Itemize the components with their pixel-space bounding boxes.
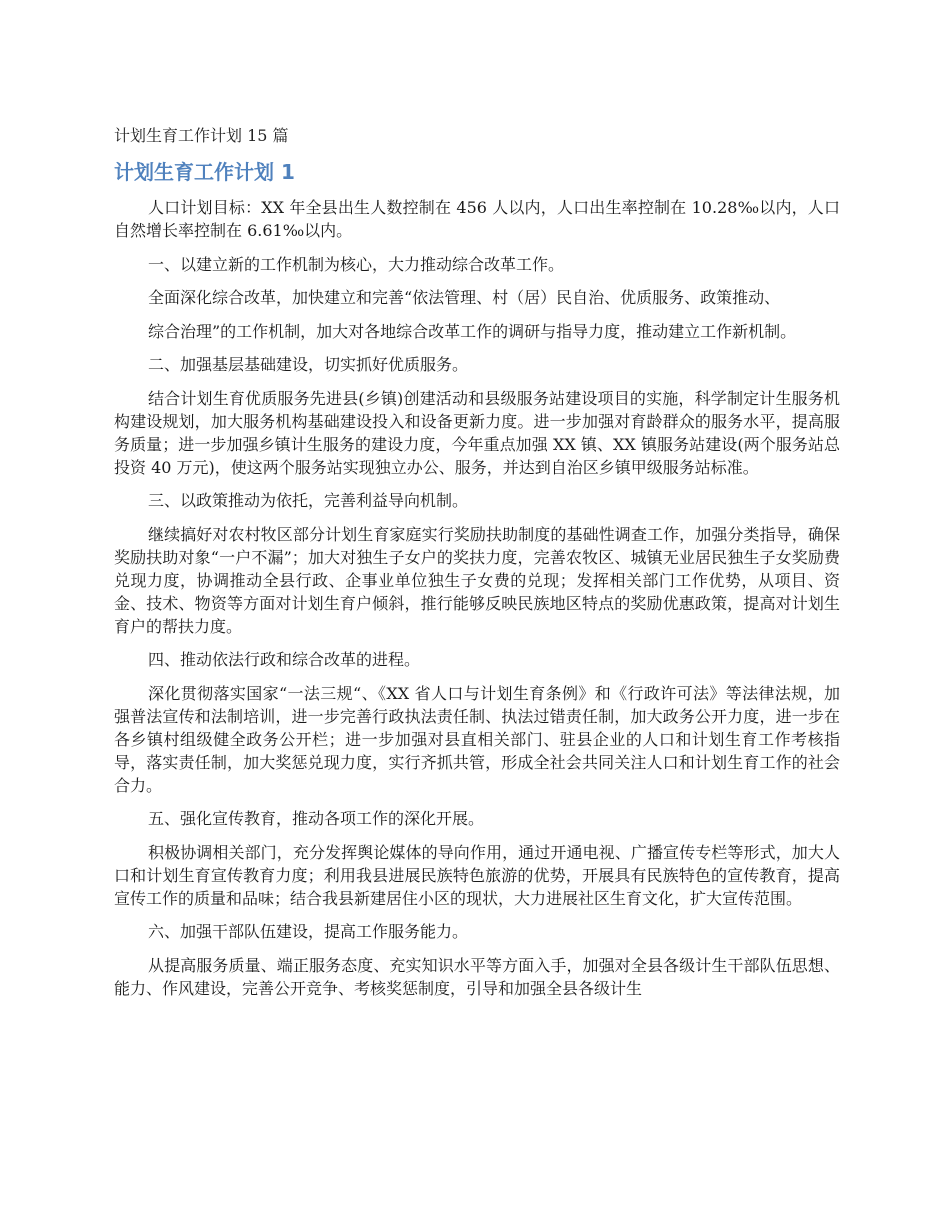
paragraph-item-4-body: 深化贯彻落实国家“一法三规“、《XX 省人口与计划生育条例》和《行政许可法》等法律法规，加强普法宣传和法制培训，进一步完善行政执法责任制、执法过错责任制，加大政务公开力度，进一步在各乡镇村组级健全政务公开栏；进一步加强对县直相关部门、驻县企业的人口和计划生育工作考核指导，落实责任制，加大奖惩兑现力度，实行齐抓共管，形成全社会共同关注人口和计划生育工作的社会合力。 (114, 683, 840, 795)
paragraph-item-5-body: 积极协调相关部门，充分发挥舆论媒体的导向作用，通过开通电视、广播宣传专栏等形式，加大人口和计划生育宣传教育力度；利用我县进展民族特色旅游的优势，开展具有民族特色的宣传教育，提高宣传工作的质量和品味；结合我县新建居住小区的现状，大力进展社区生育文化，扩大宣传范围。 (114, 842, 840, 908)
section-heading: 计划生育工作计划 1 (114, 160, 295, 184)
paragraph-item-1-body-b: 综合治理”的工作机制，加大对各地综合改革工作的调研与指导力度，推动建立工作新机制。 (148, 321, 797, 341)
paragraph-plan-target: 人口计划目标：XX 年全县出生人数控制在 456 人以内，人口出生率控制在 10.28‰以内，人口自然增长率控制在 6.61‰以内。 (114, 198, 840, 240)
paragraph-item-6-body: 从提高服务质量、端正服务态度、充实知识水平等方面入手，加强对全县各级计生干部队伍思想、能力、作风建设，完善公开竞争、考核奖惩制度，引导和加强全县各级计生 (114, 955, 840, 998)
paragraph-item-2-heading: 二、加强基层基础建设，切实抓好优质服务。 (148, 355, 469, 374)
paragraph-item-3-body: 继续搞好对农村牧区部分计划生育家庭实行奖励扶助制度的基础性调查工作，加强分类指导，确保奖励扶助对象“一户不漏”；加大对独生子女户的奖扶力度，完善农牧区、城镇无业居民独生子女奖励费兑现力度，协调推动全县行政、企事业单位独生子女费的兑现；发挥相关部门工作优势，从项目、资金、技术、物资等方面对计划生育户倾斜，推行能够反映民族地区特点的奖励优惠政策，提高对计划生育户的帮扶力度。 (114, 524, 840, 636)
paragraph-item-2-body: 结合计划生育优质服务先进县(乡镇)创建活动和县级服务站建设项目的实施，科学制定计生服务机构建设规划，加大服务机构基础建设投入和设备更新力度。进一步加强对育龄群众的服务水平，提高服务质量；进一步加强乡镇计生服务的建设力度，今年重点加强 XX 镇、XX 镇服务站建设(两个服务站总投资 40 万元)，使这两个服务站实现独立办公、服务，并达到自治区乡镇甲级服务站标准。 (114, 388, 840, 477)
paragraph-item-1-heading: 一、以建立新的工作机制为核心，大力推动综合改革工作。 (148, 254, 565, 274)
paragraph-item-4-heading: 四、推动依法行政和综合改革的进程。 (148, 650, 421, 669)
paragraph-item-3-heading: 三、以政策推动为依托，完善利益导向机制。 (148, 491, 469, 510)
document-body (114, 196, 840, 1000)
document-title: 计划生育工作计划 15 篇 (114, 126, 289, 145)
paragraph-item-5-heading: 五、强化宣传教育，推动各项工作的深化开展。 (148, 809, 485, 828)
paragraph-item-1-body-a: 全面深化综合改革，加快建立和完善“依法管理、村（居）民自治、优质服务、政策推动、 (148, 288, 781, 307)
document-page (114, 124, 840, 1010)
paragraph-item-6-heading: 六、加强干部队伍建设，提高工作服务能力。 (148, 922, 469, 941)
